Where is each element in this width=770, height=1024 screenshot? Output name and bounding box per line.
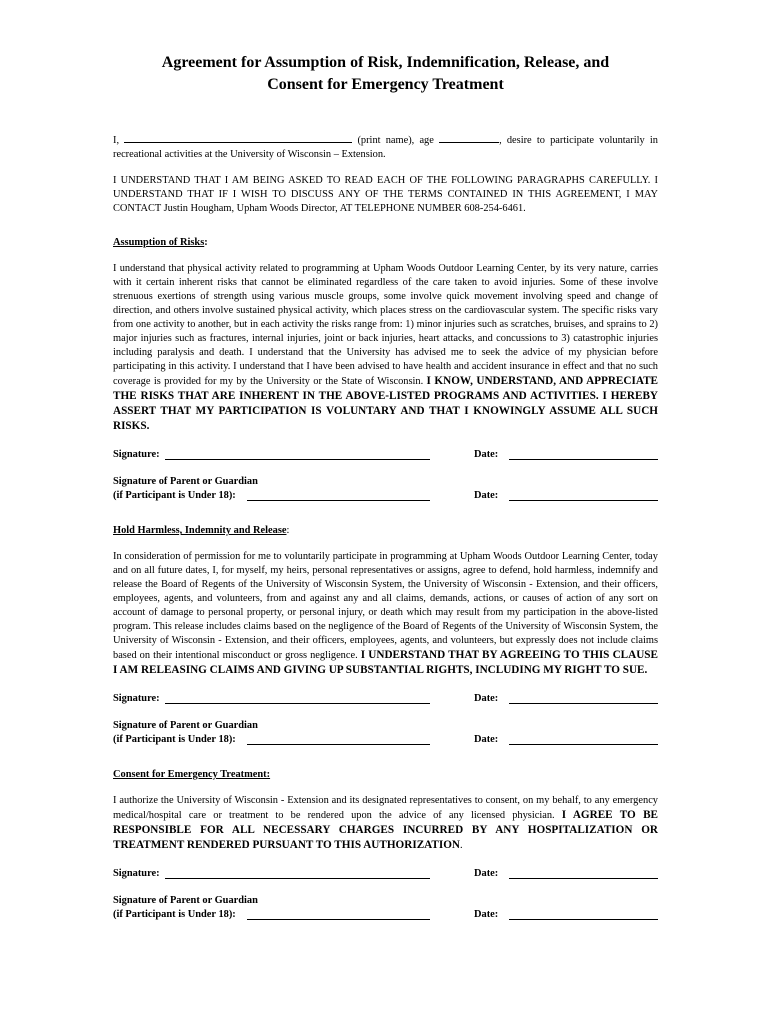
- release-text: In consideration of permission for me to voluntarily participate in programming at Upham Woods Outdoor Learning Center, today and on all future dates, I, for myself, my heirs, personal representatives or assigns, agree to defend, hold harmless, indemnify and release the Board of Regents of the University of Wisconsin System, the University of Wisconsin - Extension, and their officers, employees, agents, and volunteers, from and against any and all claims, demands, actions, or causes of action of any sort on account of damage to personal property, or personal injury, or death which may result from my participation in the above-listed program. This release includes claims based on the negligence of the Board of Regents of the University of Wisconsin System, the University of Wisconsin - Extension, and their officers, employees, agents, and volunteers, but expressly does not include claims based on their intentional misconduct or gross negligence.: [113, 551, 658, 661]
- date-field[interactable]: [509, 744, 658, 745]
- date-field[interactable]: [509, 459, 658, 460]
- intro-desire: , desire to participate voluntarily in recreational activities at the University of Wisconsin – Extension.: [113, 135, 658, 160]
- document-title: [113, 52, 658, 96]
- guardian-row-1: [113, 475, 658, 503]
- signature-field[interactable]: [165, 878, 430, 879]
- age-field[interactable]: [439, 132, 499, 143]
- guardian-label-line1: Signature of Parent or Guardian: [113, 720, 258, 731]
- release-heading: Hold Harmless, Indemnity and Release: [113, 525, 287, 536]
- guardian-label-line2: (if Participant is Under 18):: [113, 734, 236, 745]
- assumption-heading-line: [113, 236, 658, 250]
- date-label: Date:: [474, 449, 499, 460]
- guardian-signature-field[interactable]: [247, 500, 430, 501]
- title-line-2: Consent for Emergency Treatment: [267, 76, 504, 93]
- guardian-label-line2: (if Participant is Under 18):: [113, 909, 236, 920]
- guardian-signature-field[interactable]: [247, 919, 430, 920]
- assumption-text: I understand that physical activity related to programming at Upham Woods Outdoor Learning Center, by its very nature, carries with it certain inherent risks that cannot be eliminated regardless of the care taken to avoid injuries. Some of these involve strenuous exertions of strength using various muscle groups, some involve quick movement involving speed and change of direction, and others involve sustained physical activity, which places stress on the cardiovascular system. The specific risks vary from one activity to another, but in each activity the risks range from: 1) minor injuries such as scratches, bruises, and sprains to 2) major injuries such as fractures, internal injuries, joint or back injuries, heart attacks, and concussions to 3) catastrophic injuries including paralysis and death. I understand that the University has advised me to seek the advice of my physician before participating in this activity. I understand that I have been advised to have health and accident insurance in effect and that no such coverage is provided for my by the University or the State of Wisconsin.: [113, 263, 658, 387]
- date-label: Date:: [474, 868, 499, 879]
- emergency-heading: Consent for Emergency Treatment:: [113, 769, 271, 780]
- assumption-colon: :: [204, 237, 208, 248]
- agreement-form: [113, 52, 658, 922]
- date-field[interactable]: [509, 500, 658, 501]
- date-label: Date:: [474, 734, 499, 745]
- understand-paragraph: I UNDERSTAND THAT I AM BEING ASKED TO READ EACH OF THE FOLLOWING PARAGRAPHS CAREFULLY. I UNDERSTAND THAT IF I WISH TO DISCUSS ANY OF THE TERMS CONTAINED IN THIS AGREEMENT, I MAY CONTACT Justin Hougham, Upham Woods Director, AT TELEPHONE NUMBER 608-254-6461.: [113, 175, 658, 214]
- guardian-label-line2: (if Participant is Under 18):: [113, 490, 236, 501]
- guardian-row-3: [113, 894, 658, 922]
- signature-label: Signature:: [113, 868, 160, 879]
- date-label: Date:: [474, 490, 499, 501]
- emergency-bold-text: I AGREE TO BE RESPONSIBLE FOR ALL NECESSARY CHARGES INCURRED BY ANY HOSPITALIZATION OR TREATMENT RENDERED PURSUANT TO THIS AUTHORIZATION: [113, 809, 658, 851]
- release-colon: :: [286, 525, 290, 536]
- signature-label: Signature:: [113, 693, 160, 704]
- guardian-row-2: [113, 719, 658, 747]
- signature-row-3: [113, 867, 658, 881]
- date-field[interactable]: [509, 919, 658, 920]
- release-body: [113, 550, 658, 678]
- emergency-end: .: [460, 840, 463, 851]
- print-name-field[interactable]: [124, 132, 352, 143]
- emergency-heading-line: [113, 768, 658, 782]
- guardian-label-line1: Signature of Parent or Guardian: [113, 476, 258, 487]
- guardian-label-line1: Signature of Parent or Guardian: [113, 895, 258, 906]
- signature-field[interactable]: [165, 459, 430, 460]
- intro-print-name: (print name), age: [357, 135, 434, 146]
- signature-field[interactable]: [165, 703, 430, 704]
- guardian-signature-field[interactable]: [247, 744, 430, 745]
- assumption-bold-text: I KNOW, UNDERSTAND, AND APPRECIATE THE RISKS THAT ARE INHERENT IN THE ABOVE-LISTED PROGRAMS AND ACTIVITIES. I HEREBY ASSERT THAT MY PARTICIPATION IS VOLUNTARY AND THAT I KNOWINGLY ASSUME ALL SUCH RISKS.: [113, 375, 658, 432]
- intro-i: I,: [113, 135, 120, 146]
- emergency-text: I authorize the University of Wisconsin - Extension and its designated representatives to consent, on my behalf, to any emergency medical/hospital care or treatment to be rendered upon the advice of any licensed physician.: [113, 795, 658, 821]
- release-heading-line: [113, 524, 658, 538]
- date-field[interactable]: [509, 703, 658, 704]
- date-label: Date:: [474, 909, 499, 920]
- signature-label: Signature:: [113, 449, 160, 460]
- date-label: Date:: [474, 693, 499, 704]
- emergency-body: [113, 794, 658, 853]
- release-bold-text: I UNDERSTAND THAT BY AGREEING TO THIS CLAUSE I AM RELEASING CLAIMS AND GIVING UP SUBSTANTIAL RIGHTS, INCLUDING MY RIGHT TO SUE.: [113, 649, 658, 676]
- assumption-heading: Assumption of Risks: [113, 237, 205, 248]
- title-line-1: Agreement for Assumption of Risk, Indemnification, Release, and: [161, 54, 610, 71]
- signature-row-2: [113, 692, 658, 706]
- intro-paragraph: [113, 132, 658, 162]
- date-field[interactable]: [509, 878, 658, 879]
- signature-row-1: [113, 448, 658, 462]
- assumption-body: [113, 262, 658, 434]
